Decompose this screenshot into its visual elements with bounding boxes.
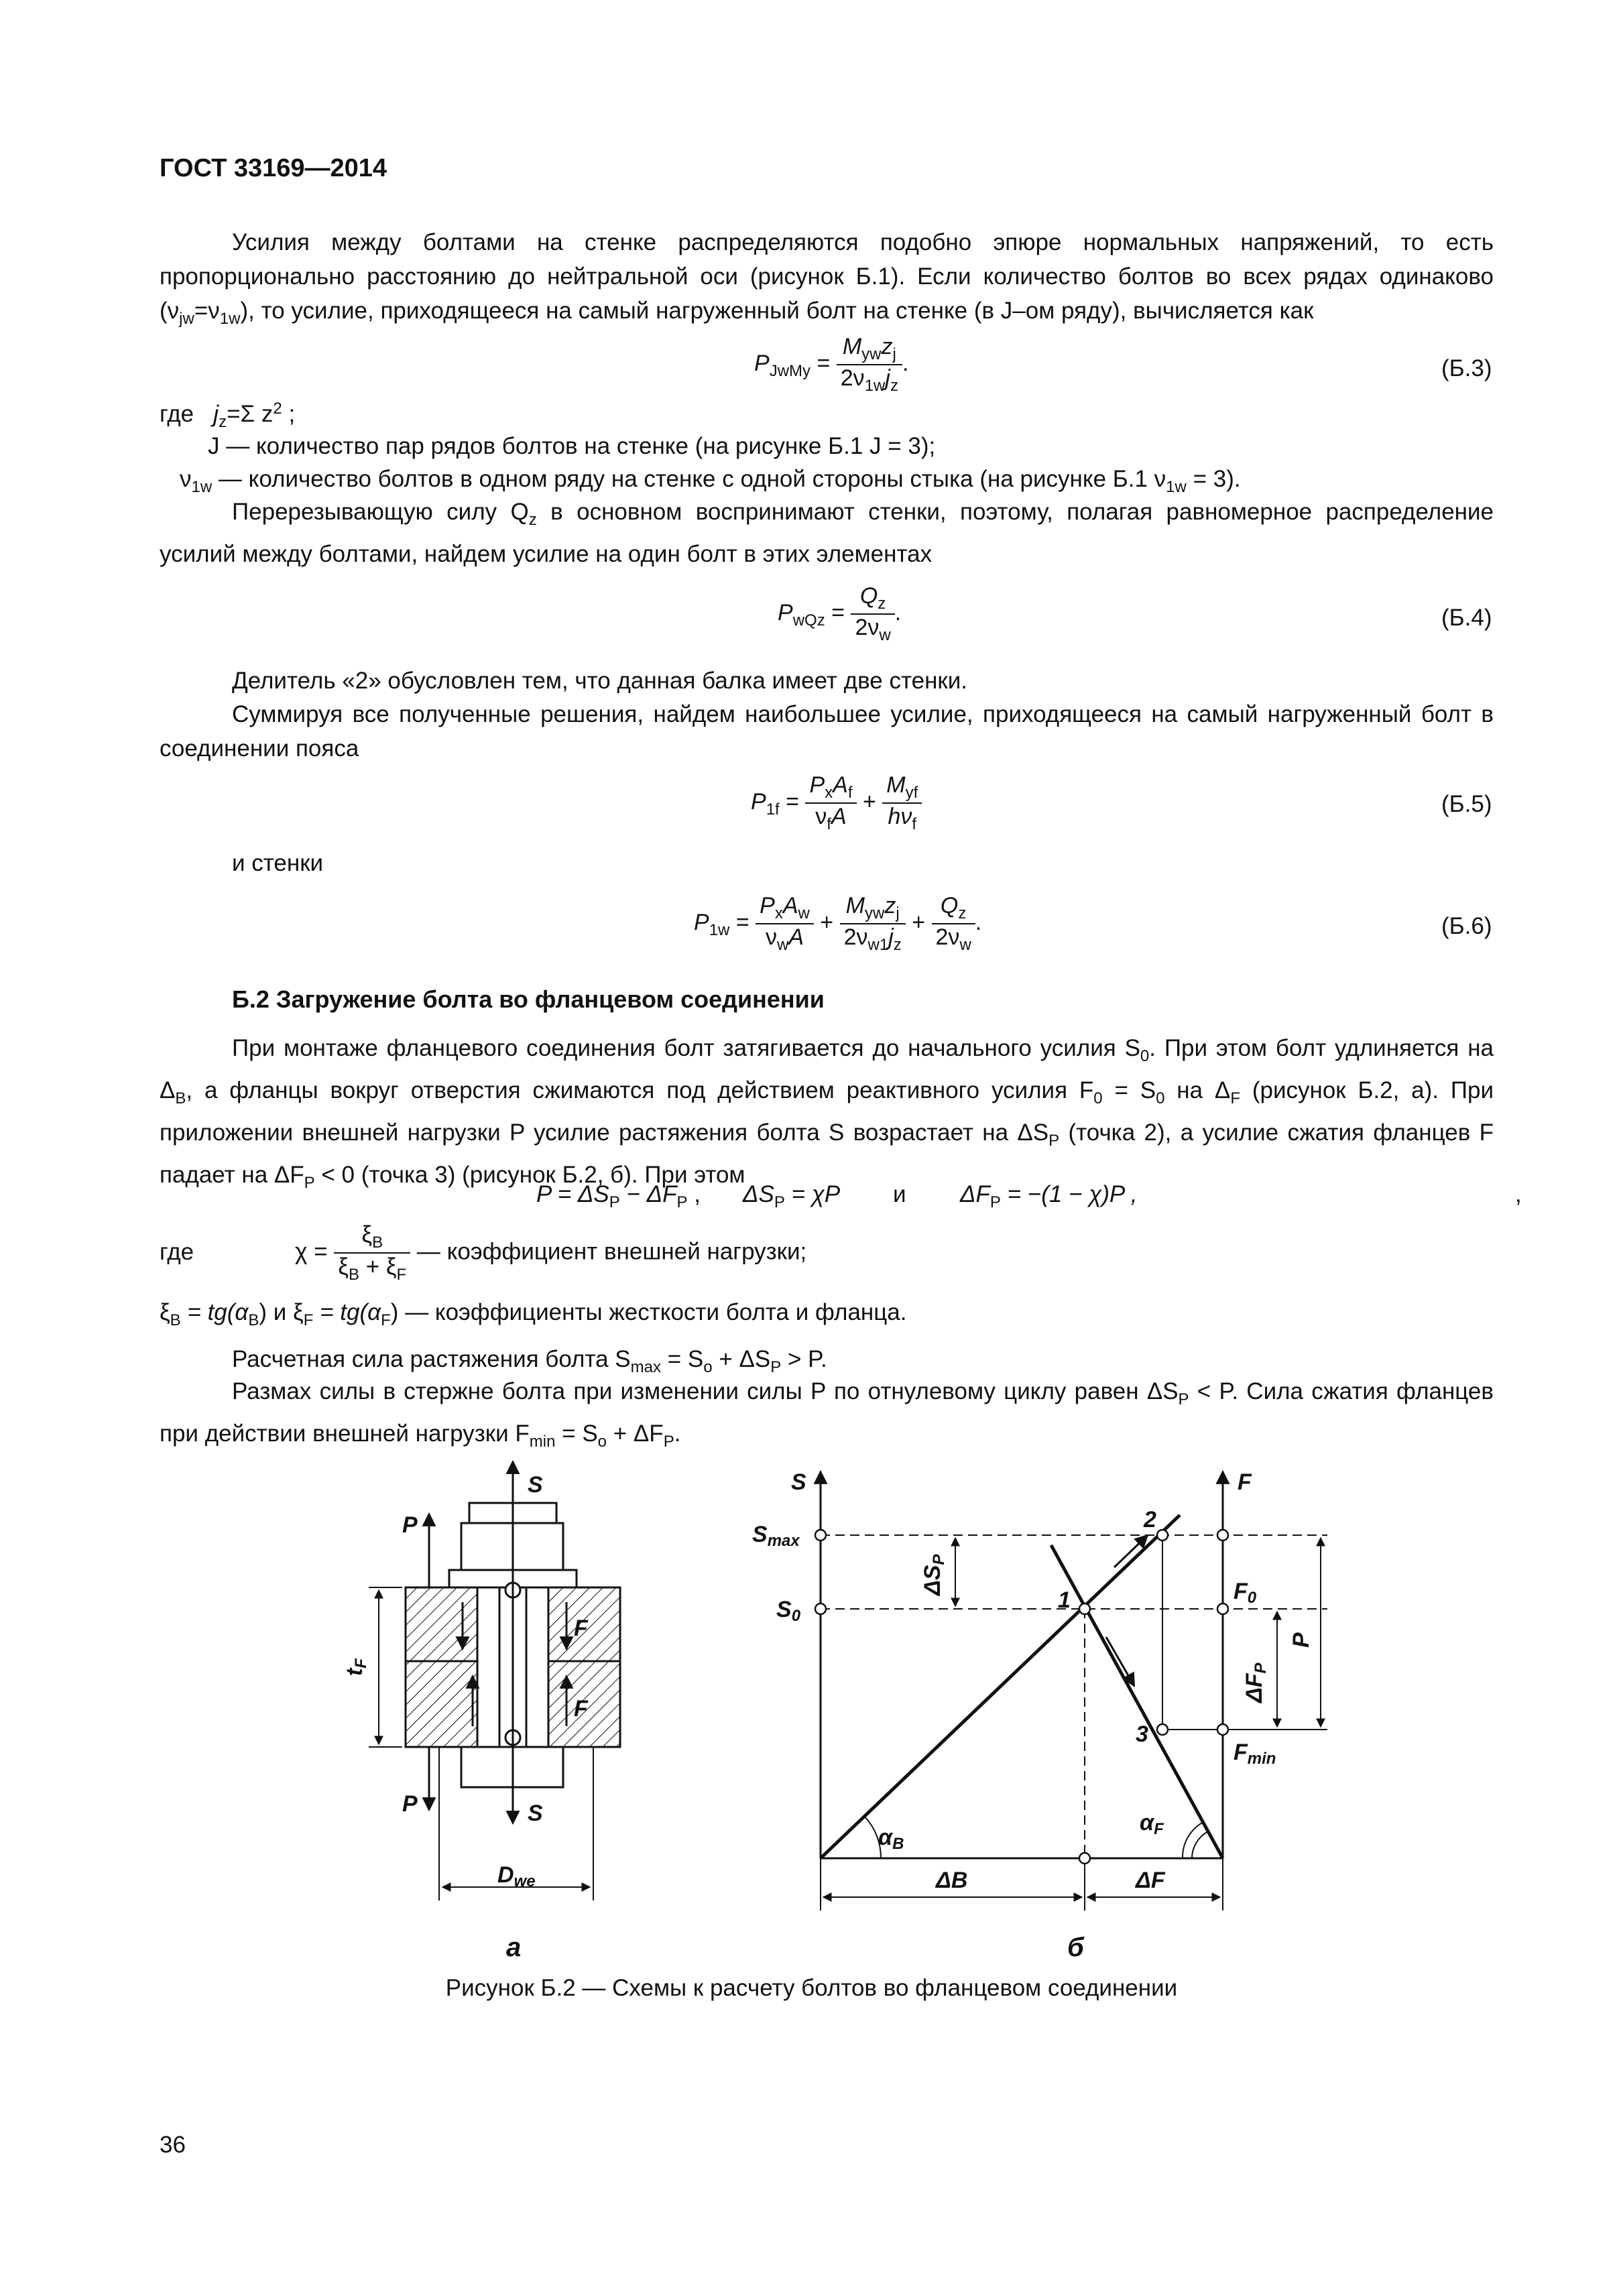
where-label: где [160, 1239, 194, 1265]
text: — коэффициент внешней нагрузки; [410, 1238, 807, 1265]
text: P [770, 1358, 782, 1376]
text: f [827, 815, 831, 833]
text: 2ν [855, 615, 880, 640]
text: P [609, 1193, 620, 1211]
text: j [213, 401, 219, 427]
text: (рисунок Б.2, а). При приложении внешней нагрузки P усилие растяжения болта S возрастает на ΔS [160, 1077, 1494, 1146]
text: f [847, 784, 853, 802]
text: + ξ [359, 1254, 397, 1280]
text: P [663, 1433, 674, 1451]
text: M [842, 334, 862, 359]
label-f-axis: F [1238, 1469, 1252, 1495]
text: = S [555, 1421, 598, 1447]
text: < 0 (точка 3) (рисунок Б.2, б). При этом [314, 1162, 745, 1188]
text: j [896, 904, 900, 922]
text: + ΔS [712, 1346, 771, 1372]
text: = S [1102, 1077, 1156, 1103]
text: F [381, 1311, 391, 1329]
text: F [1154, 1820, 1164, 1838]
text: 1w [1166, 478, 1187, 496]
text: z [878, 595, 886, 613]
text: P [778, 599, 793, 625]
fraction [837, 334, 902, 396]
text: ΔS [743, 1181, 774, 1207]
fraction [805, 772, 856, 834]
text: min [529, 1433, 556, 1451]
text: − ΔF [619, 1181, 677, 1207]
text: jw [179, 310, 194, 328]
text: o [703, 1358, 713, 1376]
text: ΔF [960, 1181, 990, 1207]
text: yw [861, 345, 882, 363]
text: x [774, 904, 783, 922]
text: = χP [784, 1181, 841, 1207]
text: S [752, 1522, 768, 1547]
text: =ν [194, 298, 220, 324]
text: z [890, 377, 898, 395]
page-number: 36 [160, 2132, 186, 2158]
text: F [1230, 1089, 1240, 1107]
text: 1w [864, 377, 886, 395]
text: F [1234, 1740, 1248, 1765]
label-point-3: 3 [1136, 1721, 1148, 1747]
text: F [303, 1311, 314, 1329]
equation-number: (Б.3) [1441, 355, 1492, 381]
text: B [248, 1311, 259, 1329]
text: D [497, 1862, 514, 1888]
text: z [958, 904, 967, 922]
text: . При этом болт удлиняется на Δ [160, 1035, 1494, 1103]
text: JwMy [769, 361, 811, 380]
section-heading: Б.2 Загружение болта во фланцевом соединении [232, 985, 825, 1013]
equation-comma: , [1515, 1181, 1522, 1207]
equation-number: (Б.4) [1441, 605, 1492, 631]
text: w [879, 626, 891, 644]
text: 0 [1140, 1047, 1150, 1065]
equation-b5: $P_{1f}$ = $\frac{P_xA_f}{\nu_fA}$ + $\frac{M_{yf}}{h\nu_f}$ [751, 772, 922, 834]
label-p-top: P [402, 1512, 418, 1538]
where-jz [160, 400, 295, 432]
text: P [989, 1193, 1001, 1211]
paragraph-summary: Суммируя все полученные решения, найдем наибольшее усилие, приходящееся на самый нагруженный болт в соединении пояса [160, 701, 1494, 762]
text: B [372, 1233, 383, 1252]
label-p-bottom: P [402, 1791, 418, 1817]
text: ν [765, 924, 777, 950]
text: 2ν [840, 365, 865, 391]
text: = −(1 − χ)P , [1000, 1181, 1138, 1207]
text: Размах силы в стержне болта при изменении силы P по отнулевому циклу равен ΔS [232, 1378, 1179, 1404]
text: ; [288, 401, 296, 427]
document-header: ГОСТ 33169—2014 [160, 154, 387, 182]
text: w [798, 904, 810, 922]
text: ) — коэффициенты жесткости болта и фланца. [390, 1299, 907, 1325]
label-f2: F [574, 1696, 588, 1721]
text: > P. [781, 1346, 827, 1372]
fraction [932, 893, 975, 955]
text: = S [661, 1346, 704, 1372]
text: + ΔF [607, 1421, 664, 1447]
label-a: а [506, 1933, 522, 1962]
label-point-1: 1 [1058, 1587, 1071, 1613]
figure-b2 [0, 1441, 1623, 1964]
text: , [687, 1181, 701, 1207]
fraction [756, 893, 814, 955]
label-delta-b: ΔB [936, 1868, 968, 1893]
paragraph-and-wall: и стенки [232, 850, 324, 876]
text: < P. Сила сжатия фланцев при действии внешней нагрузки F [160, 1378, 1494, 1447]
text: где [160, 401, 194, 427]
definition-J: J — количество пар рядов болтов на стенке (на рисунке Б.1 J = 3); [208, 433, 936, 459]
label-s-top: S [528, 1472, 543, 1498]
text: P [754, 350, 770, 376]
equation-number: (Б.6) [1441, 913, 1492, 939]
paragraph-flange-assembly [160, 1031, 1494, 1200]
paragraph-bolt-distribution [160, 225, 1494, 336]
text: — количество болтов в одном ряду на стенке с одной стороны стыка (на рисунке Б.1 ν [212, 466, 1166, 492]
text: ξ [338, 1254, 349, 1280]
paragraph-xi [160, 1295, 1494, 1337]
text: Расчетная сила растяжения болта S [232, 1346, 631, 1372]
fraction [851, 583, 894, 645]
text: F [396, 1266, 407, 1284]
label-dwe [497, 1862, 536, 1890]
fraction [882, 772, 922, 834]
text: При монтаже фланцевого соединения болт затягивается до начального усилия S [232, 1035, 1140, 1061]
equation-main [536, 1181, 701, 1212]
text: B [348, 1266, 359, 1284]
text: z [219, 413, 227, 431]
text: =Σ z [227, 401, 274, 427]
text: S [776, 1597, 792, 1622]
text: w [959, 936, 971, 954]
equation-number: (Б.5) [1441, 791, 1492, 817]
text: min [1247, 1750, 1276, 1768]
label-delta-f: ΔF [1136, 1868, 1165, 1893]
paragraph-divisor: Делитель «2» обусловлен тем, что данная балка имеет две стенки. [232, 668, 968, 694]
text: ν [180, 466, 192, 492]
label-s-bottom: S [528, 1801, 543, 1826]
text: 1w [219, 310, 241, 328]
text: j [888, 924, 894, 950]
text: P [930, 1554, 948, 1565]
text: yf [905, 784, 918, 802]
text: A [782, 893, 798, 918]
label-smax [752, 1522, 800, 1550]
label-point-2: 2 [1144, 1507, 1156, 1532]
text: j [885, 365, 890, 391]
text: we [514, 1872, 536, 1890]
text: x [825, 784, 833, 802]
text: 0 [791, 1607, 801, 1625]
fraction [840, 893, 906, 955]
text: 2 [273, 400, 282, 418]
label-f0 [1234, 1579, 1257, 1607]
label-b: б [1067, 1933, 1084, 1962]
label-alpha-f [1140, 1810, 1164, 1838]
text: z [884, 893, 896, 918]
text: max [630, 1358, 661, 1376]
text: A [831, 804, 847, 829]
text: ) и ξ [259, 1299, 304, 1325]
label-alpha-b [878, 1825, 904, 1853]
text: j [892, 345, 896, 363]
text: Перерезывающую силу Q [232, 499, 529, 525]
text: , а фланцы вокруг отверстия сжимаются под действием реактивного усилия F [186, 1077, 1094, 1103]
equation-b4: $P_{wQz}$ = $\frac{Q_z}{2\nu_w}$ . [778, 583, 902, 644]
text: α [1140, 1810, 1154, 1835]
label-dfp [1242, 1662, 1270, 1704]
text: . [674, 1421, 681, 1447]
text: α [878, 1825, 893, 1850]
text: P [1048, 1132, 1060, 1150]
text: w1 [867, 936, 889, 954]
text: Усилия между болтами на стенке распределяются подобно эпюре нормальных напряжений, то есть пропорционально расстоянию до нейтральной оси (рисунок Б.1). Если количество болтов во всех рядах одинаково (ν [160, 229, 1494, 324]
text: 0 [1156, 1089, 1165, 1107]
equation-b3: $P_{JwMy}$ = $\frac{M_{yw}z_j}{2\nu_{1w}j_z}$ . [754, 334, 909, 395]
text: 2ν [935, 924, 960, 950]
text: P [809, 772, 825, 798]
text: ), то усилие, приходящееся на самый нагруженный болт на стенке (в J–ом ряду), вычисляется как [240, 298, 1314, 324]
text: P [774, 1193, 785, 1211]
text: = tg(α [313, 1299, 381, 1325]
text: ΔF [1242, 1673, 1267, 1703]
label-tf [342, 1658, 370, 1676]
text: ν [815, 804, 827, 829]
text: Q [940, 893, 959, 918]
text: B [175, 1089, 186, 1107]
text: 1f [766, 800, 780, 819]
text: P = ΔS [536, 1181, 609, 1207]
label-dsp [920, 1553, 948, 1597]
text: o [597, 1433, 607, 1451]
text: = 3). [1186, 466, 1241, 492]
paragraph-shear [160, 495, 1494, 571]
text: P [1252, 1663, 1270, 1674]
label-f1: F [574, 1616, 588, 1641]
text: 0 [1093, 1089, 1103, 1107]
text: yw [865, 904, 885, 922]
text: w [776, 936, 789, 954]
text: f [912, 815, 917, 833]
text: F [1234, 1579, 1248, 1604]
text: P [676, 1193, 688, 1211]
text: P [304, 1174, 315, 1192]
label-s-axis: S [791, 1469, 806, 1495]
text: = tg(α [180, 1299, 249, 1325]
where-chi [295, 1221, 806, 1284]
text: P [1178, 1390, 1189, 1408]
text: P [760, 893, 775, 918]
text: A [788, 924, 804, 950]
diagram-b-labels [752, 1469, 1314, 1962]
text: P [751, 788, 766, 814]
text: ξ [160, 1299, 170, 1325]
label-s0 [776, 1597, 801, 1625]
text: B [170, 1311, 181, 1329]
text: 1w [191, 478, 213, 496]
text: hν [888, 804, 912, 829]
text: (точка 2), а усилие сжатия фланцев F падает на ΔF [160, 1120, 1494, 1188]
equation-and: и [893, 1181, 906, 1207]
text: z [881, 334, 893, 359]
equation-b6: $P_{1w}$ = $\frac{P_xA_w}{\nu_wA}$ + $\frac{M_{yw}z_j}{2\nu_{w1}j_z}$ + $\frac{Q_z}{2\nu_w}$ . [694, 893, 982, 954]
text: F [352, 1658, 370, 1669]
text: wQz [792, 611, 825, 629]
text: ξ [361, 1221, 373, 1248]
text: 1w [709, 920, 730, 939]
text: χ = [295, 1238, 328, 1265]
equation-dfp [960, 1181, 1137, 1212]
figure-caption: Рисунок Б.2 — Схемы к расчету болтов во фланцевом соединении [445, 1975, 1178, 2001]
text: Q [859, 583, 878, 609]
text: B [892, 1835, 904, 1853]
text: 0 [1247, 1589, 1257, 1607]
label-p: P [1288, 1632, 1314, 1648]
text: 2ν [843, 924, 868, 950]
text: на Δ [1164, 1077, 1231, 1103]
text: M [845, 893, 865, 918]
label-fmin [1234, 1740, 1276, 1768]
text: z [893, 936, 902, 954]
fraction [334, 1221, 410, 1284]
text: max [767, 1532, 800, 1550]
text: A [833, 772, 848, 798]
text: P [694, 909, 709, 935]
text: t [342, 1668, 367, 1676]
equation-dsp [743, 1181, 840, 1212]
text: в основном воспринимают стенки, поэтому, полагая равномерное распределение усилий между болтами, найдем усилие на один болт в этих элементах [160, 499, 1494, 567]
text: ΔS [920, 1565, 945, 1595]
text: z [528, 511, 537, 529]
text: M [886, 772, 906, 798]
